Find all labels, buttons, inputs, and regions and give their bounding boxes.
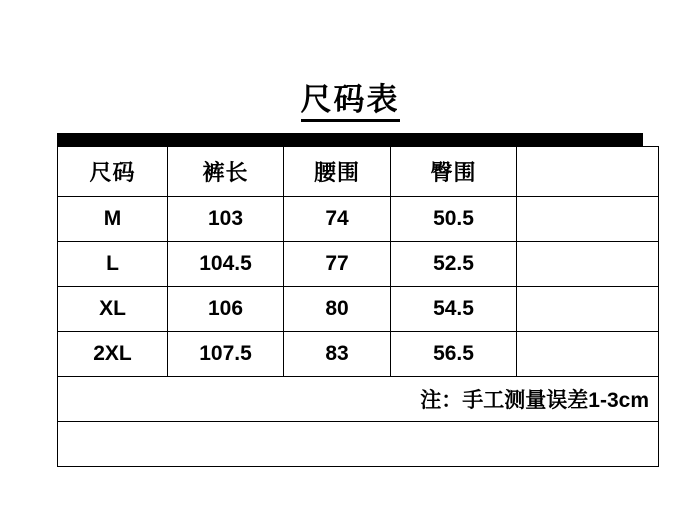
cell-pant-length: 104.5 [168,242,284,287]
cell-waist: 74 [284,197,391,242]
cell-pant-length: 103 [168,197,284,242]
table-header-cell-empty [517,147,659,197]
cell-empty [517,197,659,242]
cell-size: L [58,242,168,287]
size-table [57,146,659,467]
table-header-cell-waist: 腰围 [284,147,391,197]
measurement-note: 注：手工测量误差1-3cm [58,377,659,422]
page-title-text: 尺码表 [301,82,400,122]
blank-cell [58,422,659,467]
cell-size: M [58,197,168,242]
table-note-row [58,377,659,422]
table-top-bar [57,133,643,146]
cell-hip: 50.5 [391,197,517,242]
table-header-row [58,147,659,197]
cell-empty [517,287,659,332]
page-title [0,74,700,119]
cell-pant-length: 107.5 [168,332,284,377]
table-blank-row [58,422,659,467]
cell-waist: 83 [284,332,391,377]
table-row [58,242,659,287]
cell-pant-length: 106 [168,287,284,332]
table-header-cell-hip: 臀围 [391,147,517,197]
cell-waist: 77 [284,242,391,287]
cell-hip: 56.5 [391,332,517,377]
cell-waist: 80 [284,287,391,332]
cell-hip: 52.5 [391,242,517,287]
table-row [58,287,659,332]
table-row [58,197,659,242]
cell-size: XL [58,287,168,332]
cell-empty [517,332,659,377]
table-header-cell-size: 尺码 [58,147,168,197]
size-table-container [57,133,649,467]
cell-empty [517,242,659,287]
table-header-cell-pant-length: 裤长 [168,147,284,197]
table-row [58,332,659,377]
cell-hip: 54.5 [391,287,517,332]
cell-size: 2XL [58,332,168,377]
